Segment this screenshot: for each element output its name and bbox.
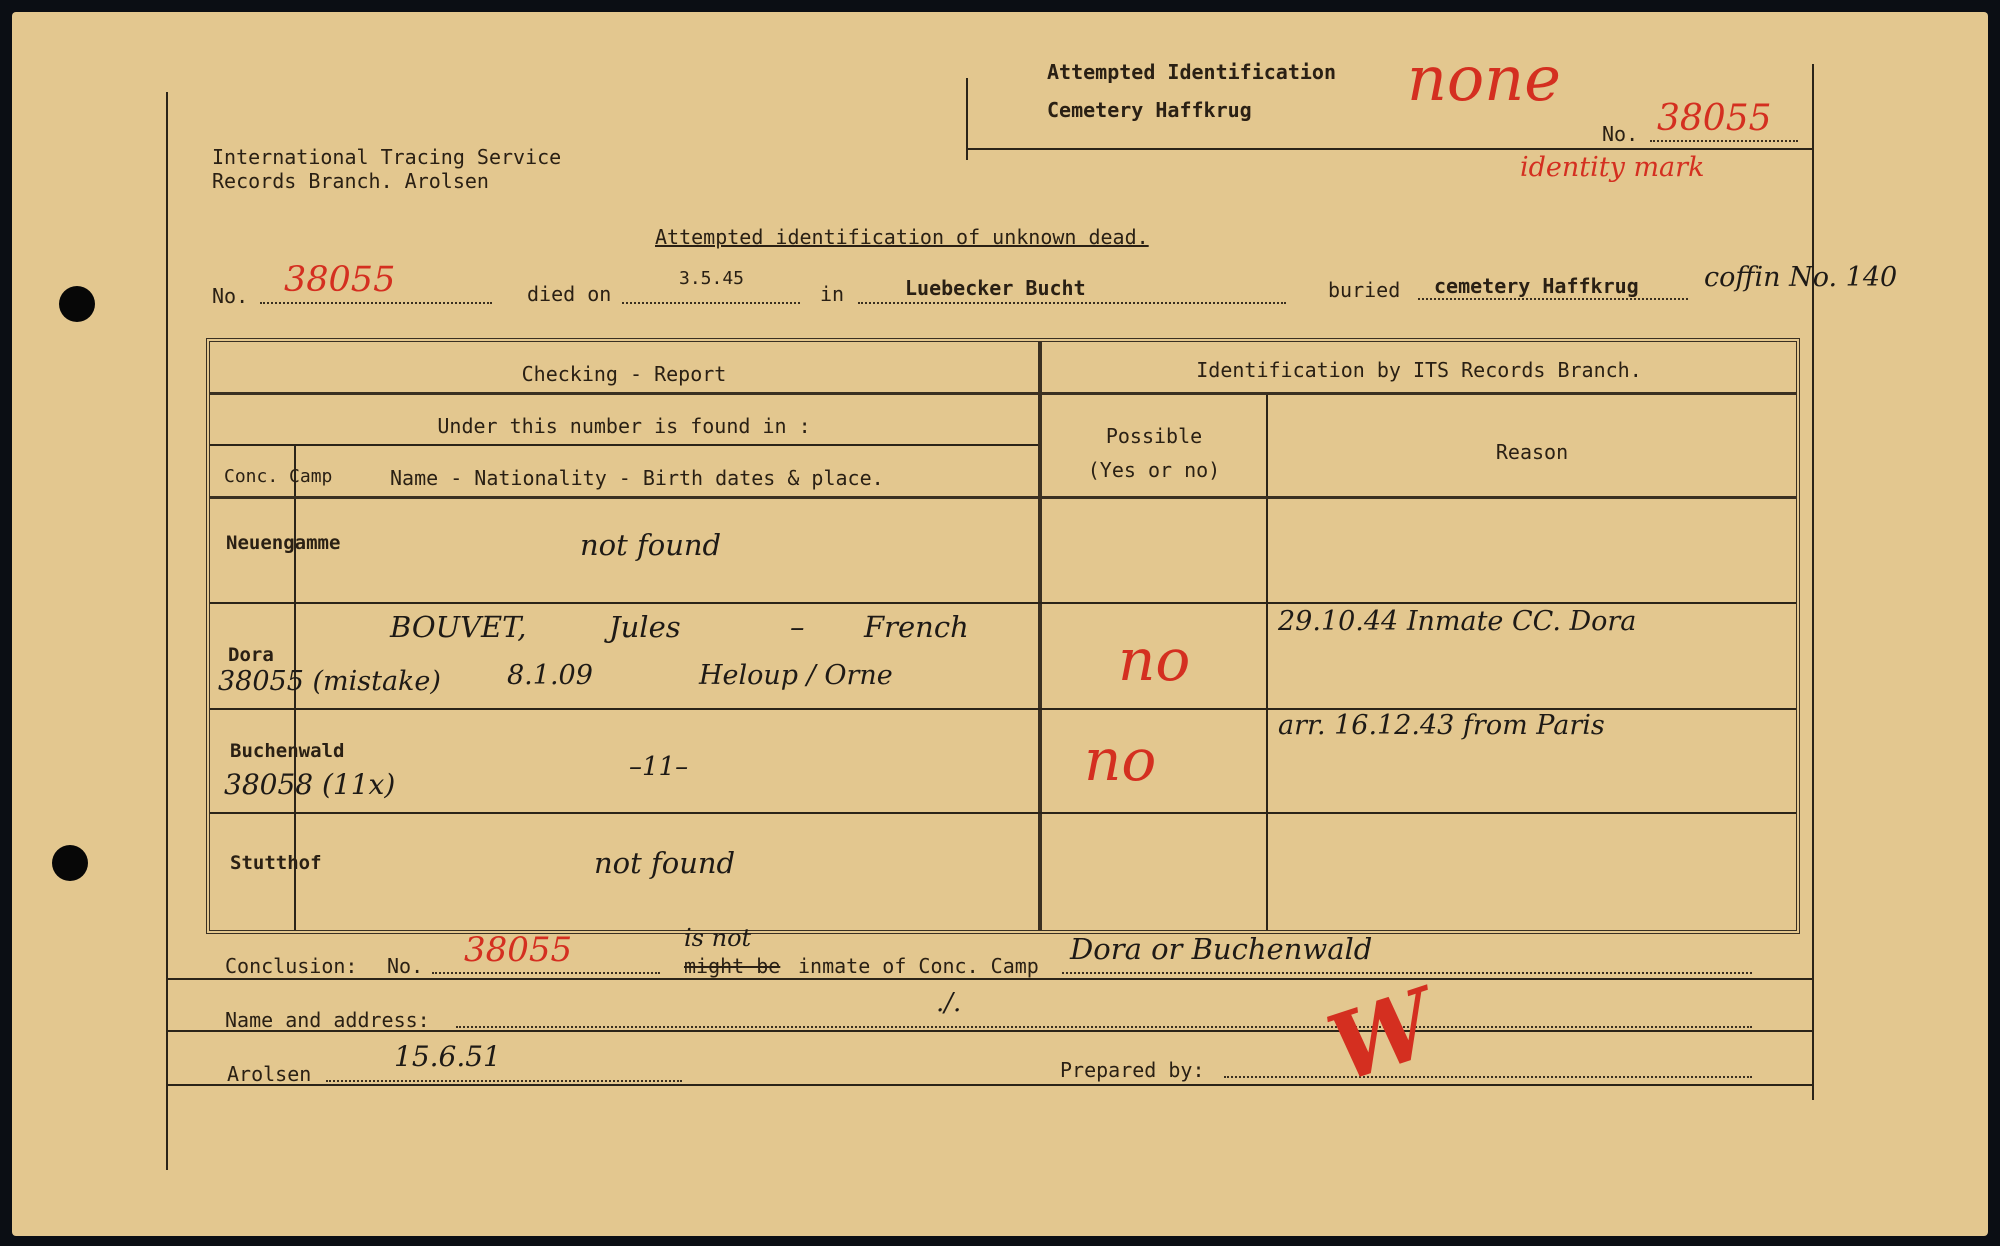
name-address-label: Name and address: — [225, 1008, 430, 1032]
conclusion-no-label: No. — [387, 954, 424, 978]
coffin-note: coffin No. 140 — [1704, 262, 1898, 293]
row2-birth-place: Heloup / Orne — [699, 660, 893, 691]
col-possible-heading-2: (Yes or no) — [1087, 458, 1221, 482]
header-box-bottom-line — [966, 148, 1812, 150]
row3-camp: Buchenwald — [230, 740, 345, 762]
buried-dots — [1418, 298, 1688, 300]
died-value: 3.5.45 — [679, 268, 745, 289]
row2-dash: – — [790, 610, 805, 644]
found-in-heading: Under this number is found in : — [437, 414, 811, 438]
right-margin-line — [1812, 64, 1814, 1100]
punch-hole-top — [59, 286, 95, 322]
in-label: in — [820, 282, 845, 306]
conclusion-camp: Dora or Buchenwald — [1070, 932, 1373, 966]
buried-label: buried — [1328, 278, 1401, 302]
prepared-by-dots — [1224, 1076, 1752, 1078]
left-margin-line — [166, 92, 168, 1170]
conclusion-line — [168, 978, 1812, 980]
col-name-heading: Name - Nationality - Birth dates & place. — [390, 466, 884, 490]
table-row-line-2 — [210, 444, 1038, 446]
conclusion-no-value: 38055 — [464, 930, 573, 970]
org-line-1: International Tracing Service — [212, 145, 562, 169]
row4-camp: Stutthof — [230, 852, 322, 874]
table-row-line-1 — [210, 392, 1796, 395]
record-no-dots — [260, 302, 492, 304]
conclusion-inmate-text: inmate of Conc. Camp — [798, 954, 1039, 978]
conclusion-label: Conclusion: — [225, 954, 358, 978]
table-row-line-6 — [210, 812, 1796, 814]
stamp-none: none — [1407, 42, 1561, 115]
name-address-dots — [456, 1026, 1752, 1028]
card-no-dots — [1650, 140, 1798, 142]
record-no-value: 38055 — [284, 260, 396, 300]
header-line-1: Attempted Identification — [1047, 60, 1336, 84]
table-row-line-4 — [210, 602, 1796, 604]
row2-surname: BOUVET, — [390, 610, 527, 644]
died-label: died on — [527, 282, 612, 306]
row3-reason: arr. 16.12.43 from Paris — [1278, 710, 1605, 741]
footer-line — [168, 1084, 1812, 1086]
row4-name: not found — [594, 846, 736, 880]
conclusion-is-not: is not — [684, 924, 752, 952]
record-no-label: No. — [212, 284, 249, 308]
col-camp-heading: Conc. Camp — [224, 466, 333, 487]
col-reason-heading: Reason — [1495, 440, 1569, 464]
conclusion-might-be: might be — [684, 954, 781, 978]
org-line-2: Records Branch. Arolsen — [212, 169, 489, 193]
identification-heading: Identification by ITS Records Branch. — [1196, 358, 1642, 382]
footer-place: Arolsen — [227, 1062, 312, 1086]
card-no-value: 38055 — [1657, 98, 1772, 139]
row2-birth-date: 8.1.09 — [507, 660, 593, 691]
table-row-line-3 — [210, 496, 1796, 499]
col-possible-heading-1: Possible — [1105, 424, 1203, 448]
buried-value: cemetery Haffkrug — [1434, 274, 1639, 298]
row1-camp: Neuengamme — [226, 532, 341, 554]
row2-camp-number: 38055 (mistake) — [218, 666, 441, 697]
row3-possible: no — [1084, 726, 1157, 794]
document-card — [12, 12, 1988, 1236]
identity-mark-note: identity mark — [1520, 152, 1705, 183]
row2-first-name: Jules — [609, 610, 681, 644]
row2-reason: 29.10.44 Inmate CC. Dora — [1278, 606, 1637, 637]
name-address-value: ./. — [936, 988, 962, 1018]
punch-hole-bottom — [52, 845, 88, 881]
in-value: Luebecker Bucht — [905, 276, 1086, 300]
footer-date-dots — [326, 1080, 682, 1082]
row2-nationality: French — [864, 610, 969, 644]
document-title: Attempted identification of unknown dead. — [655, 225, 1149, 249]
prepared-by-initials: W — [1315, 968, 1448, 1104]
card-no-label: No. — [1602, 122, 1639, 146]
prepared-by-label: Prepared by: — [1060, 1058, 1205, 1082]
table-divider-reason — [1266, 392, 1268, 930]
row1-name: not found — [580, 528, 722, 562]
in-dots — [858, 302, 1286, 304]
conclusion-no-dots — [432, 972, 660, 974]
footer-date: 15.6.51 — [394, 1040, 501, 1073]
checking-report-heading: Checking - Report — [521, 362, 727, 386]
died-dots — [622, 302, 800, 304]
row2-camp: Dora — [228, 644, 274, 666]
row3-name-ditto: –11– — [629, 752, 689, 782]
row3-camp-number: 38058 (11x) — [224, 768, 396, 801]
row2-possible: no — [1118, 626, 1191, 694]
header-line-2: Cemetery Haffkrug — [1047, 98, 1252, 122]
